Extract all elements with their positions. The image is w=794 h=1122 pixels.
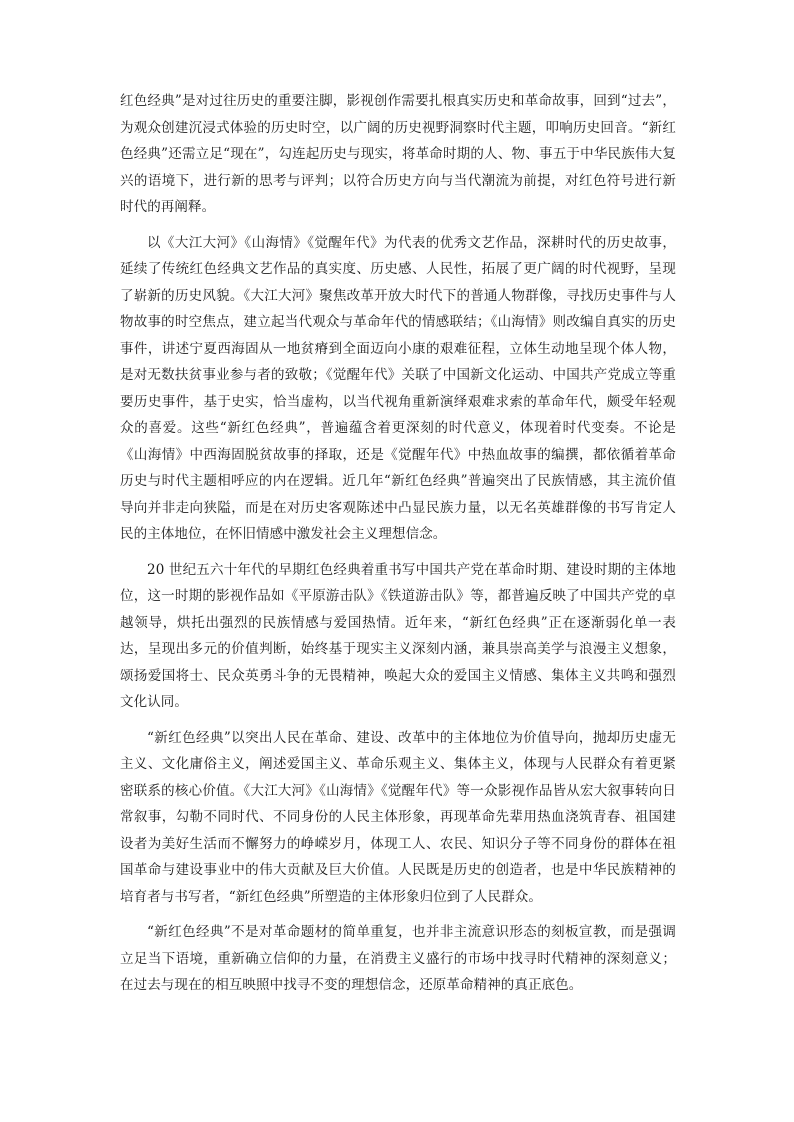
paragraph-5: “新红色经典”不是对革命题材的简单重复，也并非主流意识形态的刻板宣教，而是强调立足当下语境，重新确立信仰的力量，在消费主义盛行的市场中找寻时代精神的深刻意义；在过去与现在的相互映照中找寻不变的理想信念，还原革命精神的真正底色。	[120, 924, 676, 993]
document-page	[120, 88, 676, 1008]
paragraph-1: 红色经典”是对过往历史的重要注脚，影视创作需要扎根真实历史和革命故事，回到“过去”，为观众创建沉浸式体验的历史时空，以广阔的历史视野洞察时代主题，叩响历史回音。“新红色经典”还需立足“现在”，勾连起历史与现实，将革命时期的人、物、事五于中华民族伟大复兴的语境下，进行新的思考与评判；以符合历史方向与当代潮流为前提，对红色符号进行新时代的再阐释。	[120, 93, 676, 215]
paragraph-2: 以《大江大河》《山海情》《觉醒年代》为代表的优秀文艺作品，深耕时代的历史故事，延续了传统红色经典文艺作品的真实度、历史感、人民性，拓展了更广阔的时代视野，呈现了崭新的历史风貌。《大江大河》聚焦改革开放大时代下的普通人物群像，寻找历史事件与人物故事的时空焦点，建立起当代观众与革命年代的情感联结；《山海情》则改编自真实的历史事件，讲述宁夏西海固从一地贫瘠到全面迈向小康的艰难征程，立体生动地呈现个体人物，是对无数扶贫事业参与者的致敬；《觉醒年代》关联了中国新文化运动、中国共产党成立等重要历史事件，基于史实，恰当虚构，以当代视角重新演绎艰难求索的革命年代，颇受年轻观众的喜爱。这些“新红色经典”，普遍蕴含着更深刻的时代意义，体现着时代变奏。不论是《山海情》中西海固脱贫故事的择取，还是《觉醒年代》中热血故事的编撰，都依循着革命历史与时代主题相呼应的内在逻辑。近几年“新红色经典”普遍突出了民族情感，其主流价值导向并非走向狭隘，而是在对历史客观陈述中凸显民族力量，以无名英雄群像的书写肯定人民的主体地位，在怀旧情感中激发社会主义理想信念。	[120, 234, 676, 542]
paragraph-3: 20 世纪五六十年代的早期红色经典着重书写中国共产党在革命时期、建设时期的主体地位，这一时期的影视作品如《平原游击队》《铁道游击队》等，都普遍反映了中国共产党的卓越领导，烘托出强烈的民族情感与爱国热情。近年来，“新红色经典”正在逐渐弱化单一表达，呈现出多元的价值判断，始终基于现实主义深刻内涵，兼具崇高美学与浪漫主义想象，颂扬爱国将士、民众英勇斗争的无畏精神，唤起大众的爱国主义情感、集体主义共鸣和强烈文化认同。	[120, 561, 676, 710]
paragraph-4: “新红色经典”以突出人民在革命、建设、改革中的主体地位为价值导向，抛却历史虚无主义、文化庸俗主义，阐述爱国主义、革命乐观主义、集体主义，体现与人民群众有着更紧密联系的核心价值。《大江大河》《山海情》《觉醒年代》等一众影视作品皆从宏大叙事转向日常叙事，勾勒不同时代、不同身份的人民主体形象，再现革命先辈用热血浇筑青春、祖国建设者为美好生活而不懈努力的峥嵘岁月，体现工人、农民、知识分子等不同身份的群体在祖国革命与建设事业中的伟大贡献及巨大价值。人民既是历史的创造者，也是中华民族精神的培育者与书写者，“新红色经典”所塑造的主体形象归位到了人民群众。	[120, 729, 676, 905]
